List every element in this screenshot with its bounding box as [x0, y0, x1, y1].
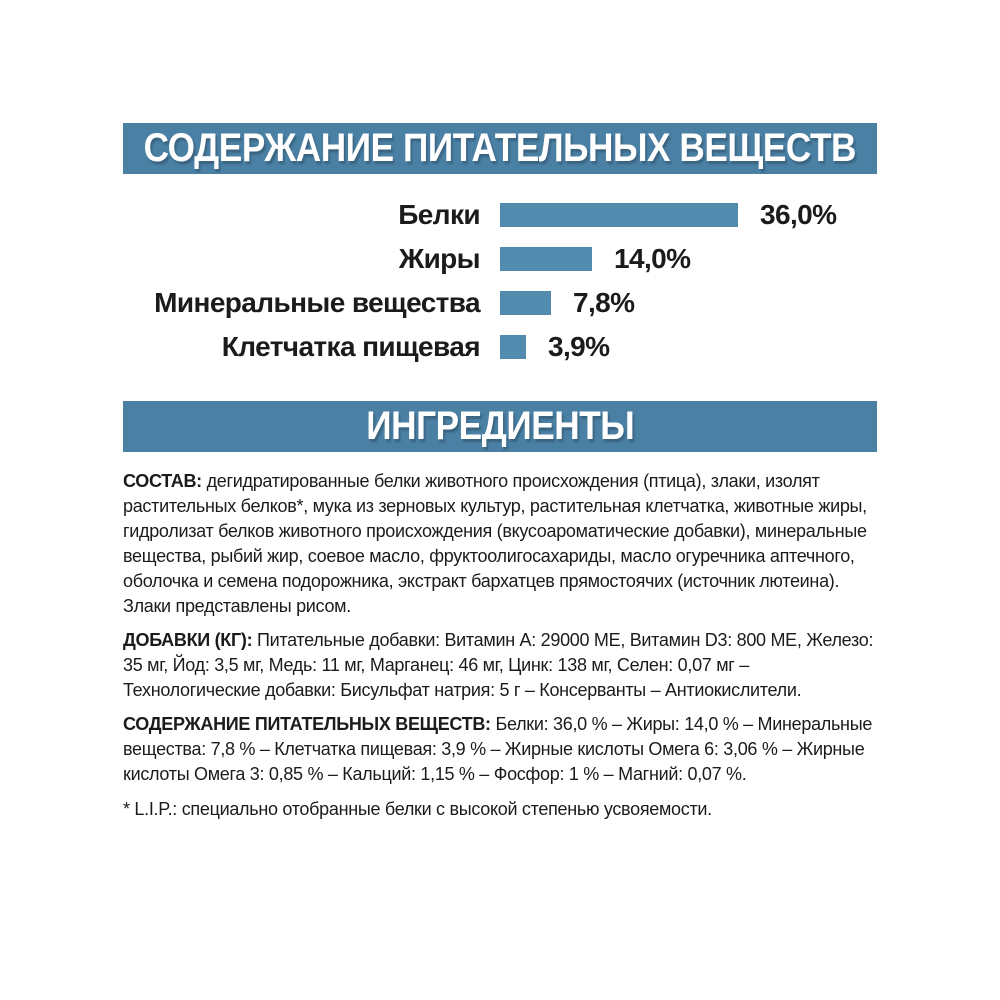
chart-bar-minerals [500, 291, 551, 315]
chart-value-proteins: 36,0% [760, 199, 837, 230]
additives-text: Питательные добавки: Витамин A: 29000 МЕ, Витамин D3: 800 МЕ, Железо: 35 мг, Йод: 3,5 мг, Медь: 11 мг, Марганец: 46 мг, Цинк: 138 мг, Селен: 0,07 мг – Технологические добавки: Бисульфат натрия: 5 г – Консерванты – Антиокислители. [123, 630, 874, 700]
chart-label-minerals: Минеральные вещества [154, 287, 480, 318]
chart-row-minerals [123, 287, 877, 318]
chart-row-fats [123, 243, 877, 274]
chart-label-fats: Жиры [398, 243, 480, 274]
nutrient-bar-chart [123, 199, 877, 362]
chart-row-fiber [123, 331, 877, 362]
nutrition-header-title: СОДЕРЖАНИЕ ПИТАТЕЛЬНЫХ ВЕЩЕСТВ [143, 126, 857, 170]
chart-row-proteins [123, 199, 877, 230]
chart-label-proteins: Белки [398, 199, 480, 230]
chart-bar-fats [500, 247, 592, 271]
composition-text: дегидратированные белки животного происхождения (птица), злаки, изолят растительных белков*, мука из зерновых культур, растительная клетчатка, животные жиры, гидролизат белков животного происхождения (вкусоароматические добавки), минеральные вещества, рыбий жир, соевое масло, фруктоолигосахариды, масло огуречника аптечного, оболочка и семена подорожника, экстракт бархатцев прямостоячих (источник лютеина). Злаки представлены рисом. [123, 471, 867, 616]
nutrient-content-text: Белки: 36,0 % – Жиры: 14,0 % – Минеральные вещества: 7,8 % – Клетчатка пищевая: 3,9 % – Жирные кислоты Омега 6: 3,06 % – Жирные кислоты Омега 3: 0,85 % – Кальций: 1,15 % – Фосфор: 1 % – Магний: 0,07 %. [123, 714, 873, 784]
ingredients-text-block [123, 469, 877, 822]
nutrient-content-label: СОДЕРЖАНИЕ ПИТАТЕЛЬНЫХ ВЕЩЕСТВ: [123, 714, 491, 734]
chart-value-minerals: 7,8% [573, 287, 635, 318]
chart-bar-fiber [500, 335, 526, 359]
ingredients-header-title: ИНГРЕДИЕНТЫ [365, 404, 635, 448]
chart-value-fiber: 3,9% [548, 331, 610, 362]
composition-label: СОСТАВ: [123, 471, 202, 491]
lip-footnote: * L.I.P.: специально отобранные белки с высокой степенью усвояемости. [123, 799, 712, 819]
composition-paragraph [123, 469, 877, 619]
nutrition-header-band [123, 123, 877, 174]
label-content [123, 0, 877, 822]
ingredients-header-band [123, 401, 877, 452]
chart-value-fats: 14,0% [614, 243, 691, 274]
chart-label-fiber: Клетчатка пищевая [221, 331, 480, 362]
nutrient-content-paragraph [123, 712, 877, 787]
additives-paragraph [123, 628, 877, 703]
chart-bar-proteins [500, 203, 738, 227]
additives-label: ДОБАВКИ (КГ): [123, 630, 253, 650]
